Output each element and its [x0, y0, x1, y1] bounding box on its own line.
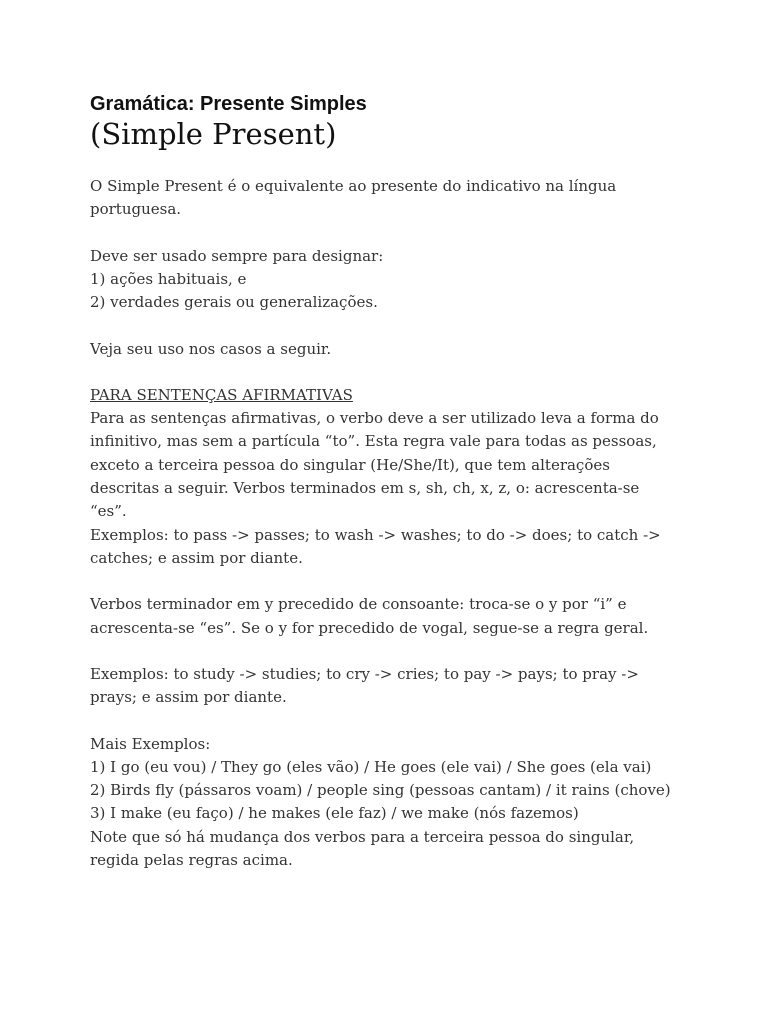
text-line: Note que só há mudança dos verbos para a terceira pessoa do singular,: [90, 828, 635, 846]
text-line: 1) ações habituais, e: [90, 270, 247, 288]
text-line: O Simple Present é o equivalente ao presente do indicativo na língua: [90, 177, 617, 195]
page-subtitle: (Simple Present): [90, 117, 337, 151]
section-heading: PARA SENTENÇAS AFIRMATIVAS: [90, 386, 353, 404]
text-line: infinitivo, mas sem a partícula “to”. Esta regra vale para todas as pessoas,: [90, 432, 657, 450]
text-line: Exemplos: to pass -> passes; to wash -> washes; to do -> does; to catch ->: [90, 526, 661, 544]
text-line: Mais Exemplos:: [90, 735, 211, 753]
text-line: “es”.: [90, 502, 127, 520]
text-line: 2) Birds fly (pássaros voam) / people sing (pessoas cantam) / it rains (chove): [90, 781, 671, 799]
text-line: 2) verdades gerais ou generalizações.: [90, 293, 378, 311]
text-line: 3) I make (eu faço) / he makes (ele faz) / we make (nós fazemos): [90, 804, 579, 822]
text-line: descritas a seguir. Verbos terminados em s, sh, ch, x, z, o: acrescenta-se: [90, 479, 640, 497]
text-line: acrescenta-se “es”. Se o y for precedido de vogal, segue-se a regra geral.: [90, 619, 649, 637]
text-line: Deve ser usado sempre para designar:: [90, 247, 384, 265]
text-line: Exemplos: to study -> studies; to cry -> cries; to pay -> pays; to pray ->: [90, 665, 639, 683]
text-line: Para as sentenças afirmativas, o verbo deve a ser utilizado leva a forma do: [90, 409, 659, 427]
text-line: Veja seu uso nos casos a seguir.: [90, 340, 332, 358]
text-line: prays; e assim por diante.: [90, 688, 287, 706]
text-line: 1) I go (eu vou) / They go (eles vão) / He goes (ele vai) / She goes (ela vai): [90, 758, 652, 776]
text-line: catches; e assim por diante.: [90, 549, 303, 567]
page-title: Gramática: Presente Simples: [90, 93, 367, 115]
text-line: exceto a terceira pessoa do singular (He/She/It), que tem alterações: [90, 456, 610, 474]
text-line: portuguesa.: [90, 200, 182, 218]
text-line: Verbos terminador em y precedido de consoante: troca-se o y por “i” e: [90, 595, 627, 613]
text-line: regida pelas regras acima.: [90, 851, 293, 869]
